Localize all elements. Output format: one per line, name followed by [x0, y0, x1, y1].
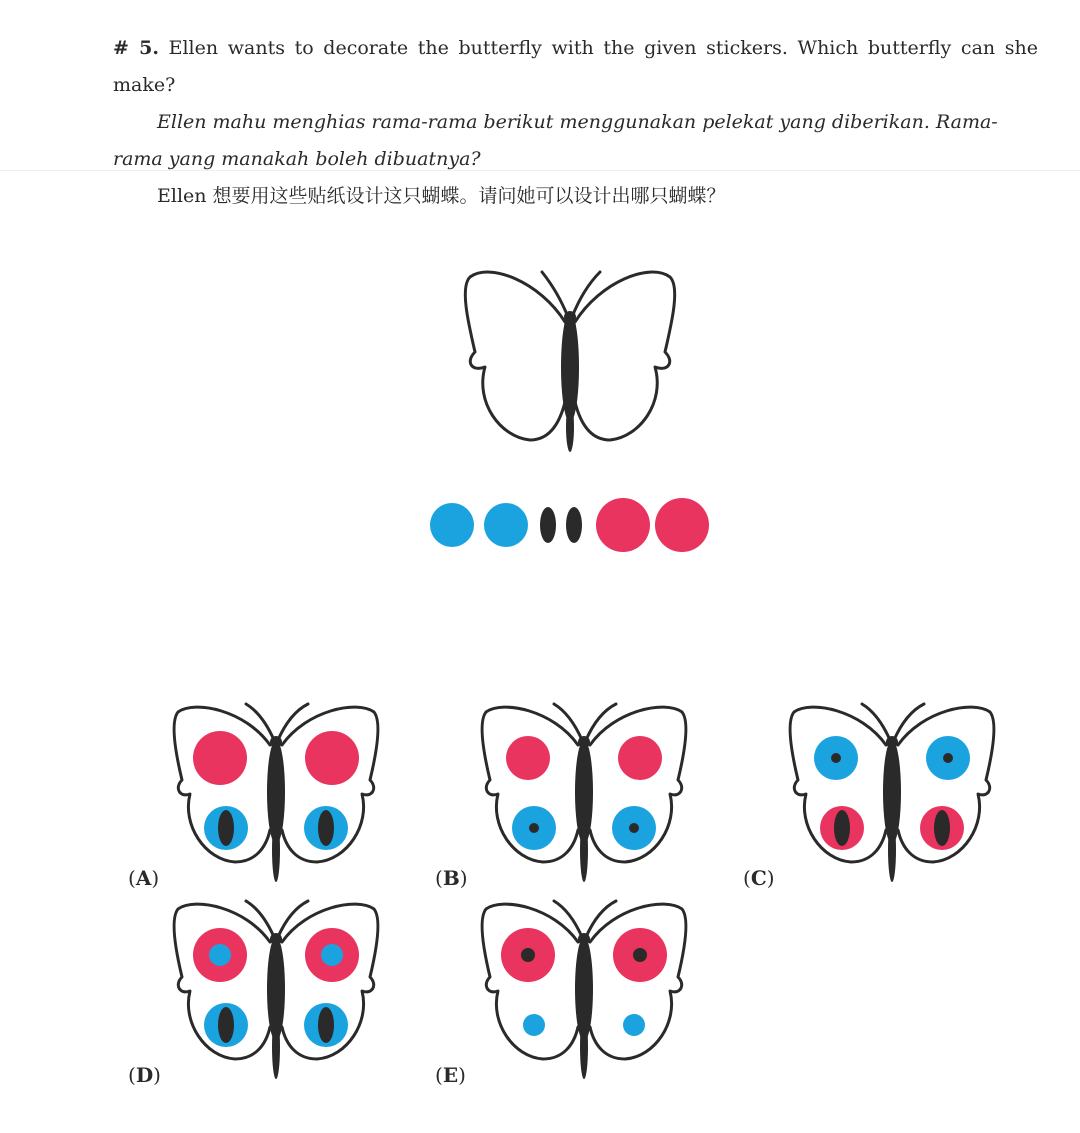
option-letter: A — [135, 866, 152, 890]
sticker-dark-oval-1 — [540, 507, 556, 543]
sticker-pink-2 — [655, 498, 709, 552]
scan-fold-line — [0, 170, 1080, 171]
option-butterfly-e — [478, 897, 693, 1082]
sticker-blue-2 — [484, 503, 528, 547]
option-label-e: (E) — [435, 1063, 466, 1087]
option-letter: C — [750, 866, 767, 890]
question-english — [113, 30, 1038, 104]
question-block — [113, 30, 1038, 215]
option-label-b: (B) — [435, 866, 468, 890]
option-letter: E — [442, 1063, 459, 1087]
option-letter: B — [442, 866, 460, 890]
sticker-dark-oval-2 — [566, 507, 582, 543]
sticker-pink-1 — [596, 498, 650, 552]
option-label-c: (C) — [743, 866, 775, 890]
question-chinese: Ellen 想要用这些贴纸设计这只蝴蝶。请问她可以设计出哪只蝴蝶？ — [157, 185, 726, 207]
question-english-text: Ellen wants to decorate the butterfly with the given stickers. Which butterfly can she make? — [113, 37, 1038, 96]
option-label-d: (D) — [128, 1063, 161, 1087]
option-label-a: (A) — [128, 866, 160, 890]
option-butterfly-b — [478, 700, 693, 885]
option-butterfly-a — [170, 700, 385, 885]
option-butterfly-d — [170, 897, 385, 1082]
option-letter: D — [135, 1063, 154, 1087]
blank-butterfly — [460, 262, 680, 462]
sticker-row — [420, 495, 720, 559]
sticker-blue-1 — [430, 503, 474, 547]
question-malay: Ellen mahu menghias rama-rama berikut menggunakan pelekat yang diberikan. Rama-rama yang manakah boleh dibuatnya? — [113, 111, 998, 170]
option-butterfly-c — [786, 700, 1001, 885]
question-number: # 5. — [113, 37, 159, 59]
